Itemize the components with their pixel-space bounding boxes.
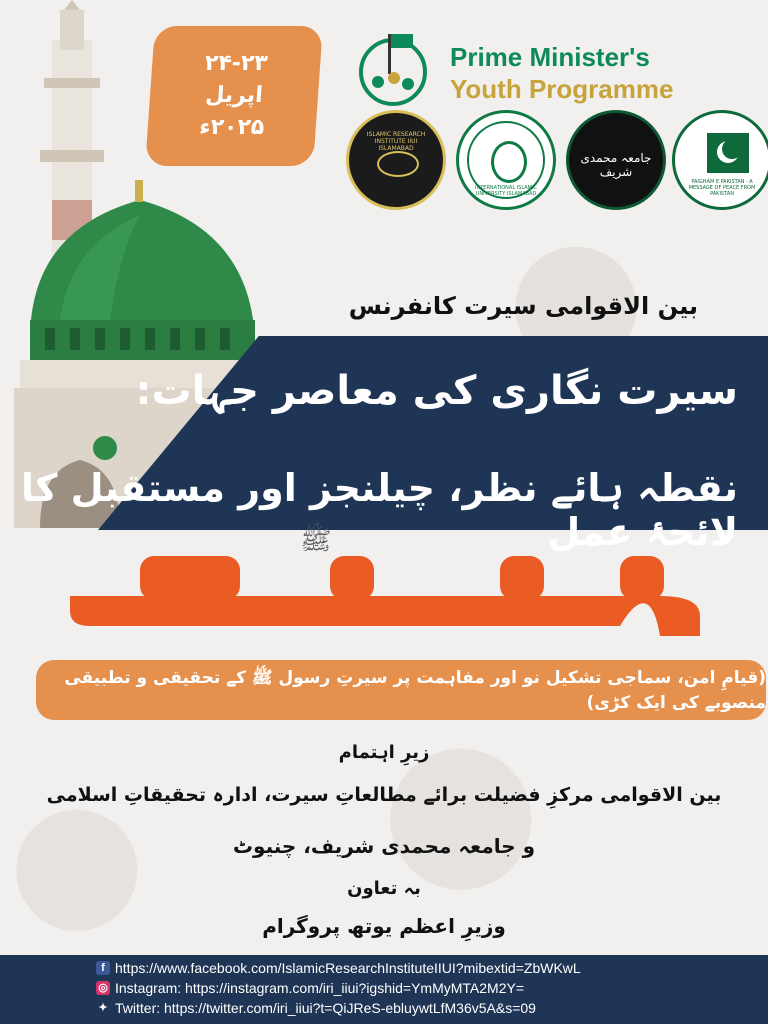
- islamic-research-institute-seal: [346, 110, 446, 210]
- facebook-link[interactable]: https://www.facebook.com/IslamicResearchInstituteIIUI?mibextid=ZbWKwL: [115, 960, 581, 976]
- muhammad-calligraphy: [60, 526, 712, 646]
- twitter-link-row[interactable]: [96, 1000, 536, 1016]
- name-honorific: ﷺ: [300, 526, 332, 556]
- pmyp-title-line1: Prime Minister's: [450, 42, 650, 72]
- facebook-link-row[interactable]: [96, 960, 581, 976]
- pmyp-title-line2: Youth Programme: [450, 74, 674, 104]
- organizer-2: و جامعہ محمدی شریف، چنیوٹ: [232, 834, 536, 858]
- subtitle-pill: (قیامِ امن، سماجی تشکیل نو اور مفاہمت پر سیرتِ رسول ﷺ کے تحقیقی و تطبیقی منصوبے کی ایک کڑی): [36, 660, 766, 720]
- date-year: ۲۰۲۵ء: [198, 115, 266, 140]
- seal-label: ISLAMIC RESEARCH INSTITUTE IIUI ISLAMABAD: [366, 131, 426, 152]
- jamia-muhammadi-sharif-seal: [566, 110, 666, 210]
- organizer-3: وزیرِ اعظم یوتھ پروگرام: [262, 914, 506, 938]
- seal-label: جامعہ محمدی شریف: [580, 151, 652, 179]
- instagram-link-row[interactable]: [96, 980, 524, 996]
- footer-social-bar: [0, 955, 768, 1024]
- seal-label: INTERNATIONAL ISLAMIC UNIVERSITY ISLAMABAD: [475, 185, 537, 197]
- date-month: اپریل: [204, 83, 264, 108]
- pakistan-flag-icon: [695, 133, 749, 173]
- organizers-under: زیرِ اہتمام: [338, 742, 430, 763]
- title-line1: سیرت نگاری کی معاصر جہات:: [135, 368, 738, 414]
- date-days: ۲۴-۲۳: [203, 51, 269, 76]
- twitter-link[interactable]: Twitter: https://twitter.com/iri_iiui?t=QiJReS-ebluywtLfM36v5A&s=09: [115, 1000, 536, 1016]
- pmyp-emblem-icon: [358, 30, 428, 108]
- collaboration-label: بہ تعاون: [347, 878, 421, 899]
- title-line2: نقطہ ہائے نظر، چیلنجز اور مستقبل کا لائحۂ عمل: [20, 466, 738, 554]
- twitter-icon: ✦: [96, 1001, 110, 1015]
- iiu-emblem-icon: [491, 141, 527, 183]
- paigham-e-pakistan-seal: [672, 110, 768, 210]
- muhammad-calligraphy-art: [60, 536, 712, 646]
- calligraphy-emblem-icon: [377, 151, 419, 177]
- international-islamic-university-seal: [456, 110, 556, 210]
- instagram-icon: ◎: [96, 981, 110, 995]
- instagram-link[interactable]: Instagram: https://instagram.com/iri_iiui?igshid=YmMyMTA2M2Y=: [115, 980, 524, 996]
- date-badge: [145, 26, 323, 166]
- seal-label: PAIGHAM E PAKISTAN · A MESSAGE OF PEACE FROM PAKISTAN: [688, 179, 756, 197]
- facebook-icon: f: [96, 961, 110, 975]
- conference-label: بین الاقوامی سیرت کانفرنس: [348, 292, 698, 320]
- pm-youth-programme-logo: [358, 30, 738, 110]
- organizer-1: بین الاقوامی مرکزِ فضیلت برائے مطالعاتِ سیرت، ادارہ تحقیقاتِ اسلامی: [46, 784, 722, 806]
